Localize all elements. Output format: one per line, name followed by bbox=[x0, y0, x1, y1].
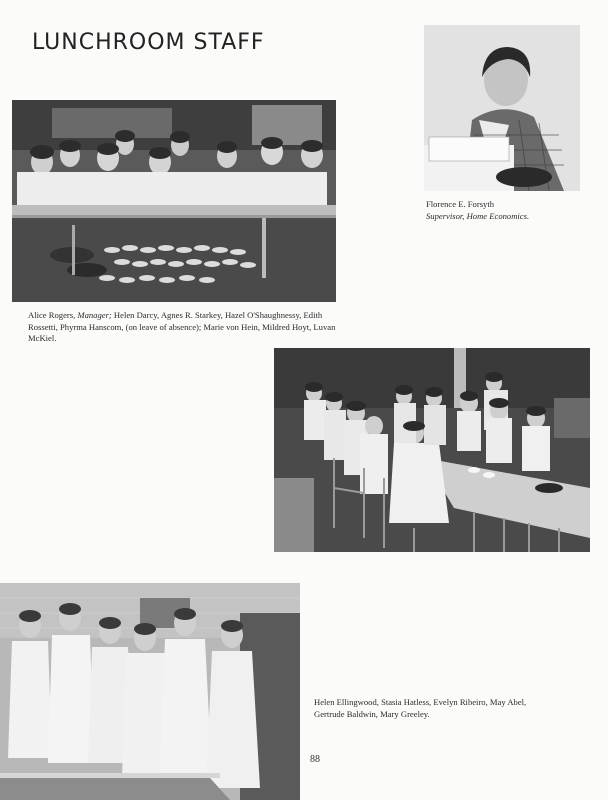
supervisor-caption bbox=[426, 199, 596, 222]
group3-caption: Helen Ellingwood, Stasia Hatless, Evelyn Ribeiro, May Abel, Gertrude Baldwin, Mary Greeley. bbox=[314, 697, 527, 719]
supervisor-name: Florence E. Forsyth bbox=[426, 199, 495, 209]
photo-kitchen-staff bbox=[0, 583, 300, 800]
page-title: LUNCHROOM STAFF bbox=[32, 30, 265, 55]
photo-cafeteria-table bbox=[274, 348, 590, 552]
photo-supervisor-portrait bbox=[424, 25, 580, 191]
supervisor-role: Supervisor, Home Economics. bbox=[426, 210, 530, 221]
page-number: 88 bbox=[310, 754, 320, 765]
photo-lunchroom-counter bbox=[12, 100, 336, 302]
group1-caption: Alice Rogers, Manager; Helen Darcy, Agnes R. Starkey, Hazel O'Shaughnessy, Edith Rossetti, Phyrma Hanscom, (on leave of absence); Marie von Hein, Mildred Hoyt, Luvan McKiel. bbox=[28, 310, 336, 343]
